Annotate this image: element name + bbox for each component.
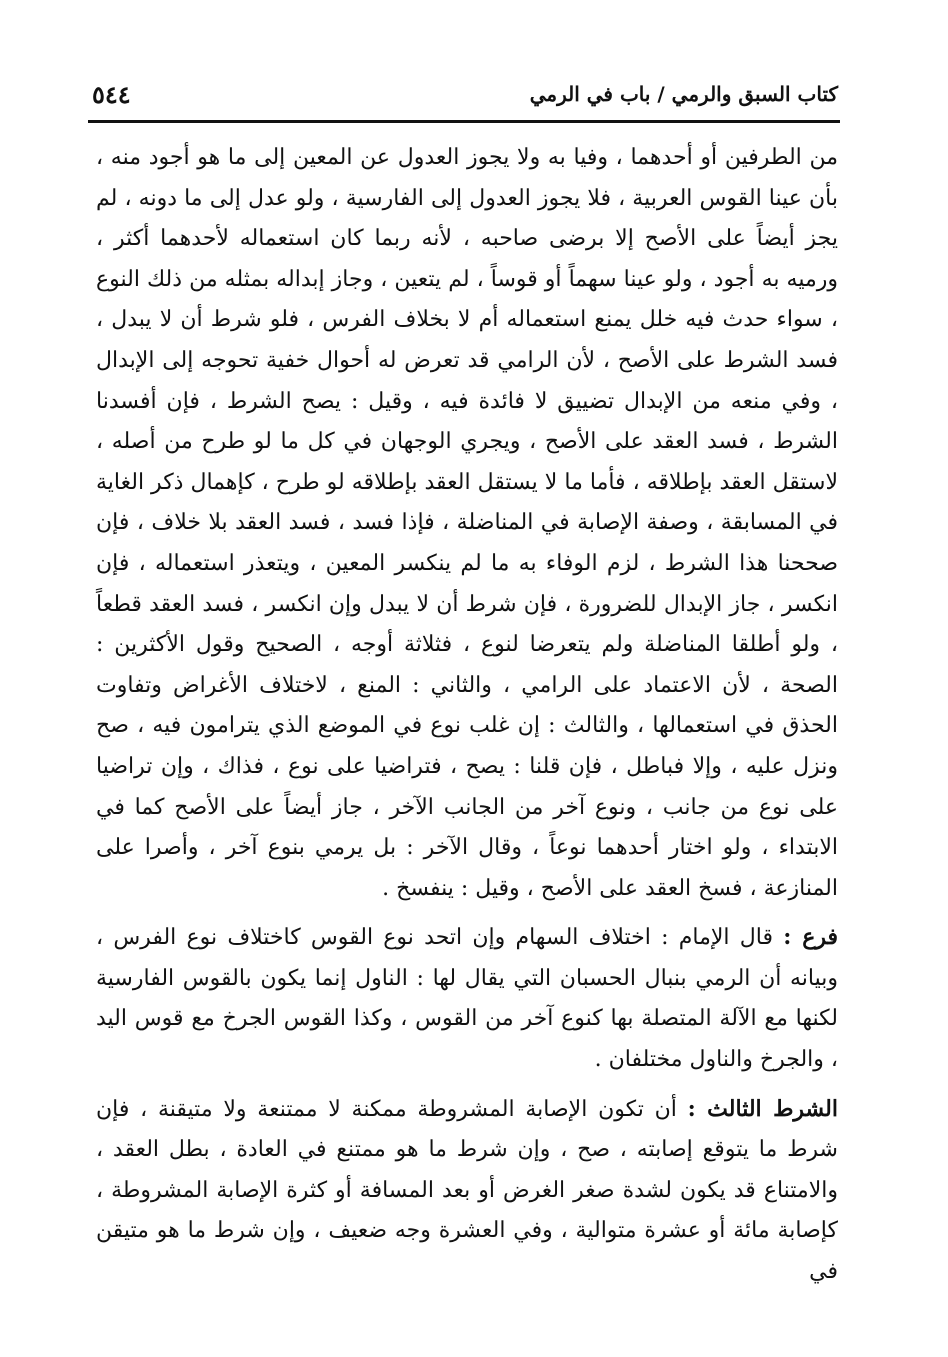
running-title: كتاب السبق والرمي / باب في الرمي — [529, 82, 838, 106]
page-header — [88, 78, 840, 118]
paragraph-text: من الطرفين أو أحدهما ، وفيا به ولا يجوز العدول عن المعين إلى ما هو أجود منه ، بأن عينا القوس العربية ، فلا يجوز العدول إلى الفارسية ، ولو عدل إلى ما دونه ، لم يجز أيضاً على الأصح إلا برضى صاحبه ، لأنه ربما كان استعماله لأحدهما أكثر ، ورميه به أجود ، ولو عينا سهماً أو قوساً ، لم يتعين ، وجاز إبداله بمثله من ذلك النوع ، سواء حدث فيه خلل يمنع استعماله أم لا بخلاف الفرس ، فلو شرط أن لا يبدل ، فسد الشرط على الأصح ، لأن الرامي قد تعرض له أحوال خفية تحوجه إلى الإبدال ، وفي منعه من الإبدال تضييق لا فائدة فيه ، وقيل : يصح الشرط ، فإن أفسدنا الشرط ، فسد العقد على الأصح ، ويجري الوجهان في كل ما لو طرح من أصله ، لاستقل العقد بإطلاقه ، فأما ما لا يستقل العقد بإطلاقه لو طرح ، كإهمال ذكر الغاية في المسابقة ، وصفة الإصابة في المناضلة ، فإذا فسد ، فسد العقد بلا خلاف ، فإن صححنا هذا الشرط ، لزم الوفاء به ما لم ينكسر المعين ، ويتعذر استعماله ، فإن انكسر ، جاز الإبدال للضرورة ، فإن شرط أن لا يبدل وإن انكسر ، فسد العقد قطعاً ، ولو أطلقا المناضلة ولم يتعرضا لنوع ، فثلاثة أوجه ، الصحيح وقول الأكثرين : الصحة ، لأن الاعتماد على الرامي ، والثاني : المنع ، لاختلاف الأغراض وتفاوت الحذق في استعمالها ، والثالث : إن غلب نوع في الموضع الذي يترامون فيه ، صح ونزل عليه ، وإلا فباطل ، فإن قلنا : يصح ، فتراضيا على نوع ، فذاك ، وإن تراضيا على نوع من جانب ، ونوع آخر من الجانب الآخر ، جاز أيضاً على الأصح كما في الابتداء ، ولو اختار أحدهما نوعاً ، وقال الآخر : بل يرمي بنوع آخر ، وأصرا على المنازعة ، فسخ العقد على الأصح ، وقيل : ينفسخ . — [96, 145, 838, 901]
paragraph-text: قال الإمام : اختلاف السهام وإن اتحد نوع القوس كاختلاف نوع الفرس ، وبيانه أن الرمي بنبال الحسبان التي يقال لها : الناول إنما يكون بالقوس الفارسية لكنها مع الآلة المتصلة بها كنوع آخر من القوس ، وكذا القوس الجرخ مع قوس اليد ، والجرخ والناول مختلفان . — [96, 925, 838, 1073]
header-rule — [88, 120, 840, 123]
paragraph — [96, 917, 838, 1080]
paragraph — [96, 1089, 838, 1293]
paragraph-text: أن تكون الإصابة المشروطة ممكنة لا ممتنعة ولا متيقنة ، فإن شرط ما يتوقع إصابته ، صح ، وإن شرط ما هو ممتنع في العادة ، بطل العقد ، والامتناع قد يكون لشدة صغر الغرض أو بعد المسافة أو كثرة الإصابة المشروطة ، كإصابة مائة أو عشرة متوالية ، وفي العشرة وجه ضعيف ، وإن شرط ما هو متيقن في — [96, 1096, 838, 1285]
body-text — [96, 138, 838, 1293]
paragraph — [96, 138, 838, 909]
paragraph-lead: الشرط الثالث : — [687, 1095, 838, 1122]
page-number: ٥٤٤ — [92, 80, 131, 109]
paragraph-lead: فرع : — [783, 924, 838, 951]
